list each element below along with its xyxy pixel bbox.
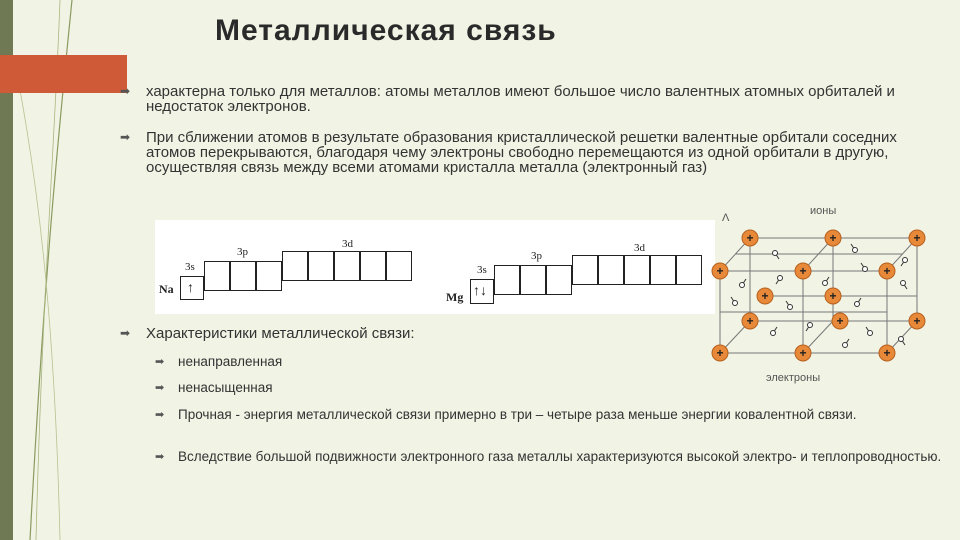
ion-marker	[712, 263, 728, 279]
bullet-arrow-icon: ➡	[120, 326, 131, 340]
ion-marker	[825, 288, 841, 304]
na-3p-cell	[256, 261, 282, 291]
bullet-3	[120, 325, 706, 342]
svg-text:+: +	[799, 346, 807, 360]
electron-marker	[899, 337, 906, 346]
ion-marker	[879, 263, 895, 279]
electron-marker	[861, 263, 868, 272]
mg-3d-cell	[650, 255, 676, 285]
bullet-arrow-icon: ➡	[155, 382, 165, 394]
ion-marker	[712, 345, 728, 361]
mg-3d-cell	[676, 255, 702, 285]
lattice-corner-label: Λ	[722, 212, 730, 224]
ion-marker	[795, 345, 811, 361]
title-accent-tab	[0, 55, 127, 93]
mg-3p-cell	[546, 265, 572, 295]
electron-marker	[901, 281, 908, 290]
mg-3d-label: 3d	[634, 242, 645, 254]
electron-marker	[786, 301, 793, 310]
na-3d-label: 3d	[342, 238, 353, 250]
electron-marker	[731, 297, 738, 306]
mg-3s-arrows: ↑↓	[473, 282, 487, 298]
ion-marker	[742, 230, 758, 246]
ion-marker	[879, 345, 895, 361]
bullet-arrow-icon: ➡	[155, 451, 165, 463]
ions-label: ионы	[810, 205, 837, 217]
electron-marker	[740, 279, 747, 288]
na-3d-cell	[334, 251, 360, 281]
svg-text:+: +	[836, 314, 844, 328]
svg-text:+: +	[913, 314, 921, 328]
na-3s-cell	[180, 276, 204, 300]
ion-marker	[795, 263, 811, 279]
bullet-arrow-icon: ➡	[120, 130, 131, 144]
svg-text:+: +	[913, 231, 921, 245]
electron-marker	[901, 258, 908, 267]
electron-marker	[773, 251, 780, 260]
crystal-lattice-diagram	[705, 205, 950, 385]
svg-text:+: +	[829, 231, 837, 245]
mg-3s-label: 3s	[477, 264, 487, 276]
na-3d-cell	[282, 251, 308, 281]
electron-marker	[823, 277, 830, 286]
bullet-arrow-icon: ➡	[120, 84, 131, 98]
mg-3s-cell	[470, 279, 494, 304]
ion-marker	[832, 313, 848, 329]
svg-text:+: +	[746, 231, 754, 245]
na-3d-cell	[386, 251, 412, 281]
svg-text:+: +	[716, 264, 724, 278]
electron-marker	[771, 327, 778, 336]
svg-text:+: +	[799, 264, 807, 278]
slide-title: Металлическая связь	[215, 14, 557, 47]
ion-marker	[909, 313, 925, 329]
na-3d-cell	[360, 251, 386, 281]
na-element-label: Na	[159, 282, 174, 296]
mg-element-label: Mg	[446, 290, 464, 304]
orbital-diagram	[155, 220, 715, 314]
svg-text:+: +	[829, 289, 837, 303]
svg-text:+: +	[716, 346, 724, 360]
na-3p-cell	[230, 261, 256, 291]
bullet-1	[120, 83, 946, 115]
mg-3p-cell	[494, 265, 520, 295]
svg-text:+: +	[883, 346, 891, 360]
na-3p-label: 3p	[237, 246, 248, 258]
bullet-arrow-icon: ➡	[155, 356, 165, 368]
na-3s-arrow: ↑	[187, 279, 194, 295]
ion-marker	[742, 313, 758, 329]
bullet-3-text: Характеристики металлической связи:	[146, 325, 415, 342]
electrons-label: электроны	[766, 372, 821, 384]
bullet-2	[120, 129, 916, 176]
svg-text:+: +	[761, 289, 769, 303]
electron-marker	[851, 244, 858, 253]
svg-text:+: +	[746, 314, 754, 328]
lattice-svg	[705, 205, 950, 371]
mg-3p-label: 3p	[531, 250, 542, 262]
sub-bullet-3: ➡ Прочная - энергия металлической связи примерно в три – четыре раза меньше энергии ковалентной связи.	[155, 407, 857, 422]
mg-3d-cell	[624, 255, 650, 285]
sub-bullet-1: ➡ ненаправленная	[155, 354, 283, 369]
na-3d-cell	[308, 251, 334, 281]
mg-3d-cell	[572, 255, 598, 285]
electron-marker	[855, 298, 862, 307]
bullet-2-text: При сближении атомов в результате образования кристаллической решетки валентные орбитали соседних атомов перекрываются, благодаря чему электроны свободно перемещаются из одной орбитали в другую, осуществляя связь между всеми атомами кристалла металла (электронный газ)	[146, 129, 897, 176]
mg-3p-cell	[520, 265, 546, 295]
sub-bullet-4: ➡ Вследствие большой подвижности электронного газа металлы характеризуются высокой электро- и теплопроводностью.	[155, 449, 942, 464]
electron-marker	[866, 327, 873, 336]
ion-marker	[825, 230, 841, 246]
na-3p-cell	[204, 261, 230, 291]
electron-marker	[843, 339, 850, 348]
na-3s-label: 3s	[185, 261, 195, 273]
mg-3d-cell	[598, 255, 624, 285]
sub-bullet-2: ➡ ненасыщенная	[155, 380, 273, 395]
electron-marker	[806, 323, 813, 332]
ion-marker	[757, 288, 773, 304]
bullet-arrow-icon: ➡	[155, 409, 165, 421]
ion-marker	[909, 230, 925, 246]
svg-text:+: +	[883, 264, 891, 278]
electron-marker	[776, 276, 783, 285]
bullet-1-text: характерна только для металлов: атомы металлов имеют большое число валентных атомных орбиталей и недостаток электронов.	[146, 83, 895, 115]
